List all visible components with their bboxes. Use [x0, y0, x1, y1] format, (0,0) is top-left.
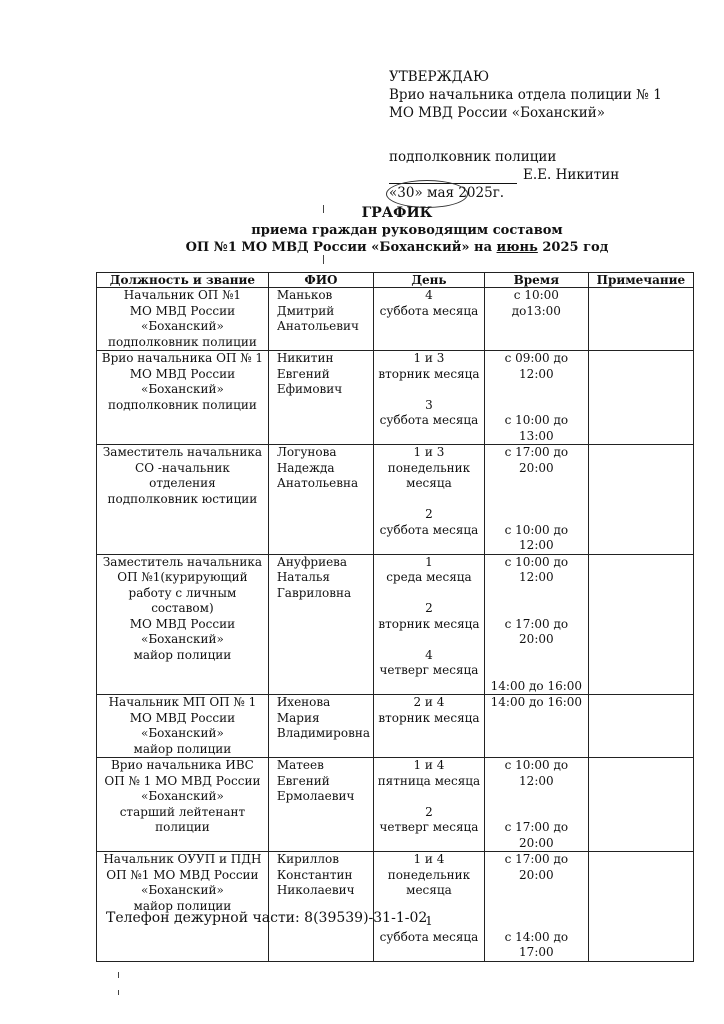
position-line: «Боханский»: [140, 382, 224, 396]
name-line: Ануфриева: [276, 554, 348, 569]
table-row: [97, 695, 694, 758]
time-line: с 10:00 до 13:00: [504, 413, 569, 443]
cell-time: [484, 758, 588, 852]
position-line: майор полиции: [133, 898, 232, 913]
cell-day: [373, 288, 484, 351]
cell-note: [588, 554, 693, 695]
approval-line-2: МО МВД России «Боханский»: [389, 105, 606, 121]
time-line: с 17:00 до 20:00: [504, 445, 569, 475]
position-line: ОП №1(курирующий: [117, 570, 248, 584]
approval-date-row: [389, 184, 662, 202]
day-line: месяца: [406, 476, 452, 490]
position-line: «Боханский»: [140, 726, 224, 740]
position-line: отделения: [149, 476, 216, 490]
position-line: Начальник ОП №1: [123, 288, 242, 302]
position-line: Врио начальника ИВС: [110, 758, 254, 772]
name-line: Матеев: [276, 758, 324, 772]
approval-heading: УТВЕРЖДАЮ: [389, 69, 490, 85]
cell-note: [588, 852, 693, 962]
title-line-3: [0, 239, 724, 256]
cell-name: [268, 695, 373, 758]
day-line: вторник месяца: [378, 710, 480, 725]
day-line: 2: [425, 507, 433, 521]
time-line: [488, 789, 585, 805]
name-line: Ихенова: [276, 695, 331, 709]
day-line: 1: [425, 554, 433, 569]
name-line: Владимировна: [276, 726, 370, 740]
table-row: [97, 288, 694, 351]
signature-line: [389, 148, 662, 184]
day-line: вторник месяца: [378, 616, 480, 631]
cell-day: [373, 758, 484, 852]
time-line: с 10:00 до 12:00: [504, 522, 569, 552]
day-line: среда месяца: [386, 570, 472, 584]
cell-note: [588, 695, 693, 758]
name-line: Логунова: [276, 445, 337, 459]
name-line: Евгений: [276, 773, 330, 788]
cell-time: [484, 351, 588, 445]
day-line: [377, 586, 481, 602]
cell-day: [373, 695, 484, 758]
cell-day: [373, 554, 484, 695]
day-line: 1 и 4: [413, 852, 445, 866]
day-line: 1 и 4: [413, 758, 445, 772]
cell-time: [484, 852, 588, 962]
time-line: [488, 899, 585, 915]
day-line: вторник месяца: [378, 366, 480, 381]
scan-mark: [118, 972, 119, 978]
day-line: суббота месяца: [379, 929, 479, 944]
position-line: подполковник полиции: [108, 397, 257, 412]
cell-name: [268, 758, 373, 852]
header-time: Время: [484, 273, 588, 288]
table-row: [97, 351, 694, 445]
approval-rank: подполковник полиции: [389, 149, 557, 165]
name-line: Анатольевна: [276, 476, 359, 490]
day-line: 2 и 4: [413, 695, 445, 709]
name-line: Дмитрий: [276, 303, 335, 318]
table-row: [97, 445, 694, 555]
day-line: месяца: [406, 883, 452, 897]
time-line: [488, 648, 585, 664]
header-position: Должность и звание: [97, 273, 269, 288]
cell-position: [97, 445, 269, 555]
time-line: [488, 883, 585, 899]
title-line-2: приема граждан руководящим составом: [251, 223, 563, 238]
time-line: с 14:00 до 17:00: [504, 929, 569, 959]
cell-day: [373, 351, 484, 445]
cell-name: [268, 288, 373, 351]
cell-position: [97, 852, 269, 962]
time-line: [488, 476, 585, 492]
cell-position: [97, 554, 269, 695]
name-line: Мария: [276, 710, 320, 725]
table-row: [97, 758, 694, 852]
time-line: с 10:00 до 12:00: [504, 758, 569, 788]
duty-phone: Телефон дежурной части: 8(39539)-31-1-02: [106, 910, 428, 926]
position-line: МО МВД России: [129, 616, 236, 631]
position-line: «Боханский»: [140, 883, 224, 897]
time-line: с 10:00 до13:00: [511, 288, 561, 318]
day-line: понедельник: [387, 867, 471, 882]
day-line: четверг месяца: [379, 663, 479, 677]
time-line: с 17:00 до 20:00: [504, 852, 569, 882]
position-line: Начальник МП ОП № 1: [108, 695, 257, 709]
approval-line-1: Врио начальника отдела полиции № 1: [389, 87, 662, 103]
cell-position: [97, 288, 269, 351]
cell-time: [484, 695, 588, 758]
time-line: [488, 805, 585, 821]
title-month: июнь: [496, 240, 538, 255]
title-prefix: ОП №1 МО МВД России «Боханский» на: [185, 240, 492, 255]
cell-day: [373, 852, 484, 962]
time-line: [488, 382, 585, 398]
day-line: 4: [425, 288, 433, 302]
position-line: работу с личным: [128, 585, 237, 600]
day-line: пятница месяца: [377, 773, 481, 788]
cell-position: [97, 695, 269, 758]
position-line: Заместитель начальника: [102, 445, 263, 459]
stamp-ring: [386, 180, 468, 208]
day-line: суббота месяца: [379, 522, 479, 537]
name-line: Анатольевич: [276, 319, 359, 333]
position-line: «Боханский»: [140, 632, 224, 646]
time-line: [488, 663, 585, 679]
cell-note: [588, 351, 693, 445]
approval-signer: Е.Е. Никитин: [523, 167, 620, 183]
table-row: [97, 554, 694, 695]
document-title: [0, 205, 724, 256]
position-line: «Боханский»: [140, 319, 224, 333]
name-line: Кириллов: [276, 852, 340, 866]
position-line: ОП №1 МО МВД России: [106, 867, 259, 882]
table-header-row: [97, 273, 694, 288]
scan-mark: [323, 205, 324, 213]
day-line: четверг месяца: [379, 820, 479, 834]
day-line: [377, 382, 481, 398]
time-line: с 10:00 до 12:00: [504, 554, 569, 584]
position-line: Врио начальника ОП № 1: [101, 351, 264, 365]
header-name: ФИО: [268, 273, 373, 288]
day-line: 1 и 3: [413, 445, 445, 459]
time-line: 14:00 до 16:00: [490, 678, 583, 693]
day-line: 1 и 3: [413, 351, 445, 365]
cell-time: [484, 445, 588, 555]
approval-block: [389, 68, 662, 202]
position-line: полиции: [155, 820, 210, 834]
day-line: суббота месяца: [379, 303, 479, 318]
scan-mark: [323, 255, 324, 264]
title-suffix: 2025 год: [542, 240, 609, 255]
time-line: с 09:00 до 12:00: [504, 351, 569, 381]
name-line: Евгений: [276, 366, 330, 381]
position-line: майор полиции: [133, 741, 232, 756]
day-line: понедельник: [387, 460, 471, 475]
day-line: [377, 492, 481, 508]
cell-position: [97, 351, 269, 445]
position-line: МО МВД России: [129, 710, 236, 725]
cell-time: [484, 554, 588, 695]
cell-note: [588, 445, 693, 555]
position-line: МО МВД России: [129, 303, 236, 318]
day-line: [377, 632, 481, 648]
time-line: с 17:00 до 20:00: [504, 820, 569, 850]
header-day: День: [373, 273, 484, 288]
name-line: Константин: [276, 867, 353, 882]
day-line: [377, 789, 481, 805]
position-line: МО МВД России: [129, 366, 236, 381]
time-line: 14:00 до 16:00: [490, 695, 583, 709]
position-line: ОП № 1 МО МВД России: [104, 773, 261, 788]
name-line: Маньков: [276, 288, 333, 302]
title-line-1: ГРАФИК: [361, 205, 433, 221]
cell-note: [588, 758, 693, 852]
cell-time: [484, 288, 588, 351]
time-line: с 17:00 до 20:00: [504, 616, 569, 646]
position-line: майор полиции: [133, 647, 232, 662]
cell-name: [268, 554, 373, 695]
approval-date: «30» мая 2025г.: [389, 185, 505, 201]
schedule-table: [96, 272, 694, 962]
cell-position: [97, 758, 269, 852]
day-line: 3: [425, 397, 433, 412]
name-line: Ефимович: [276, 382, 343, 396]
cell-note: [588, 288, 693, 351]
day-line: 1: [425, 914, 433, 928]
header-note: Примечание: [588, 273, 693, 288]
position-line: старший лейтенант: [119, 804, 246, 819]
position-line: составом): [151, 601, 214, 615]
position-line: СО -начальник: [135, 460, 230, 475]
time-line: [488, 914, 585, 930]
cell-name: [268, 445, 373, 555]
time-line: [488, 398, 585, 414]
time-line: [488, 492, 585, 508]
scan-mark: [118, 990, 119, 995]
position-line: Начальник ОУУП и ПДН: [103, 852, 262, 866]
name-line: Николаевич: [276, 883, 355, 897]
day-line: 2: [425, 804, 433, 819]
cell-name: [268, 852, 373, 962]
position-line: подполковник полиции: [108, 334, 257, 349]
position-line: Заместитель начальника: [102, 554, 263, 569]
name-line: Наталья: [276, 570, 330, 584]
name-line: Гавриловна: [276, 585, 352, 600]
name-line: Никитин: [276, 351, 334, 365]
table-row: [97, 852, 694, 962]
time-line: [488, 601, 585, 617]
cell-name: [268, 351, 373, 445]
time-line: [488, 507, 585, 523]
position-line: «Боханский»: [140, 789, 224, 803]
cell-day: [373, 445, 484, 555]
day-line: 2: [425, 601, 433, 615]
time-line: [488, 586, 585, 602]
day-line: 4: [425, 647, 433, 662]
day-line: суббота месяца: [379, 413, 479, 427]
name-line: Ермолаевич: [276, 789, 355, 803]
position-line: подполковник юстиции: [107, 491, 258, 506]
name-line: Надежда: [276, 460, 335, 475]
